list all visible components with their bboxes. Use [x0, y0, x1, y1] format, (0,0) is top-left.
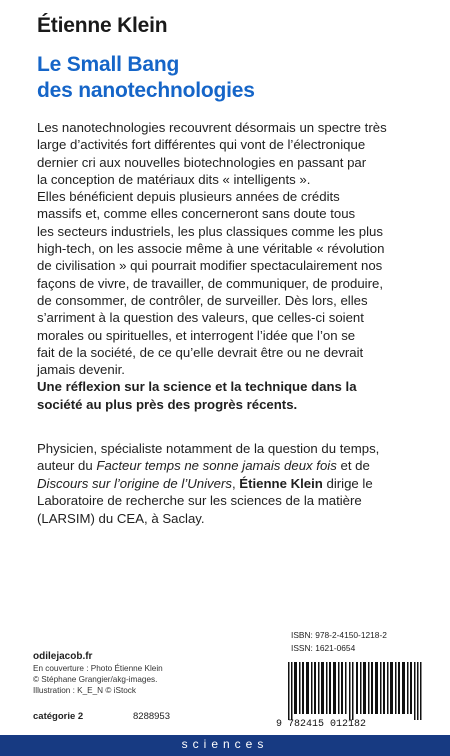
blurb-line: jamais devenir.	[37, 362, 125, 378]
title-line-2: des nanotechnologies	[37, 79, 255, 102]
bio-line	[37, 475, 432, 492]
issn-number: ISSN: 1621-0654	[291, 643, 356, 653]
credit-line: En couverture : Photo Étienne Klein	[33, 664, 163, 673]
blurb-line: s’arriment à la question des valeurs, que celles-ci soient	[37, 310, 364, 326]
bio-line: Laboratoire de recherche sur les sciences de la matière	[37, 493, 362, 509]
author-name-inline: Étienne Klein	[239, 475, 323, 491]
isbn-block	[291, 629, 387, 655]
blurb-text	[37, 119, 427, 413]
book-title	[37, 52, 255, 104]
bio-line: Physicien, spécialiste notamment de la question du temps,	[37, 441, 380, 456]
blurb-line: morales ou spirituelles, et interrogent l’idée que l’on se	[37, 327, 356, 343]
blurb-line: dernier cri aux nouvelles biotechnologies en passant par	[37, 154, 367, 170]
blurb-line: la conception de matériaux dits « intelligents ».	[37, 171, 311, 187]
collection-name: sciences	[181, 737, 269, 751]
bio-line: (LARSIM) du CEA, à Saclay.	[37, 510, 205, 526]
publisher-website: odilejacob.fr	[33, 651, 93, 662]
bio-line	[37, 457, 432, 474]
collection-band	[0, 735, 450, 756]
book-reference: Discours sur l’origine de l’Univers	[37, 475, 232, 491]
photo-credits	[33, 664, 163, 696]
blurb-line: Elles bénéficient depuis plusieurs années de crédits	[37, 189, 340, 205]
blurb-line: de civilisation » qui pourrait modifier spectaculairement nos	[37, 258, 383, 274]
blurb-line: massifs et, comme elles concerneront sans doute tous	[37, 206, 356, 222]
book-reference: Facteur temps ne sonne jamais deux fois	[96, 458, 337, 474]
blurb-line: fait de la société, de ce qu’elle devrait être ou ne devrait	[37, 344, 364, 360]
category-label: catégorie 2	[33, 711, 84, 722]
blurb-line: Les nanotechnologies recouvrent désormais un spectre très	[37, 120, 387, 135]
product-code: 8288953	[133, 711, 170, 722]
blurb-line: large d’activités fort différentes qui vont de l’électronique	[37, 137, 366, 153]
bio-text: auteur du	[37, 458, 97, 474]
credit-line: Illustration : K_E_N © iStock	[33, 685, 136, 695]
blurb-line: high-tech, on les associe même à une véritable « révolution	[37, 241, 385, 257]
barcode-area	[276, 662, 424, 732]
barcode-icon	[288, 662, 422, 720]
bio-text: ,	[231, 475, 240, 491]
barcode-number: 9 782415 012182	[276, 719, 367, 730]
tagline-line: Une réflexion sur la science et la technique dans la	[37, 379, 357, 395]
tagline-line: société au plus près des progrès récents.	[37, 396, 298, 412]
bio-text: et de	[336, 458, 370, 474]
bio-text: dirige le	[322, 475, 373, 491]
credit-line: © Stéphane Grangier/akg-images.	[33, 674, 158, 684]
blurb-line: les secteurs industriels, les plus classiques comme les plus	[37, 223, 383, 239]
blurb-line: façons de vivre, de travailler, de communiquer, de produire,	[37, 275, 383, 291]
isbn-number: ISBN: 978-2-4150-1218-2	[291, 630, 387, 640]
blurb-line: de consommer, de contrôler, de surveiller. Dès lors, elles	[37, 292, 368, 308]
author-name: Étienne Klein	[37, 14, 168, 37]
author-bio	[37, 440, 432, 527]
title-line-1: Le Small Bang	[37, 53, 180, 76]
